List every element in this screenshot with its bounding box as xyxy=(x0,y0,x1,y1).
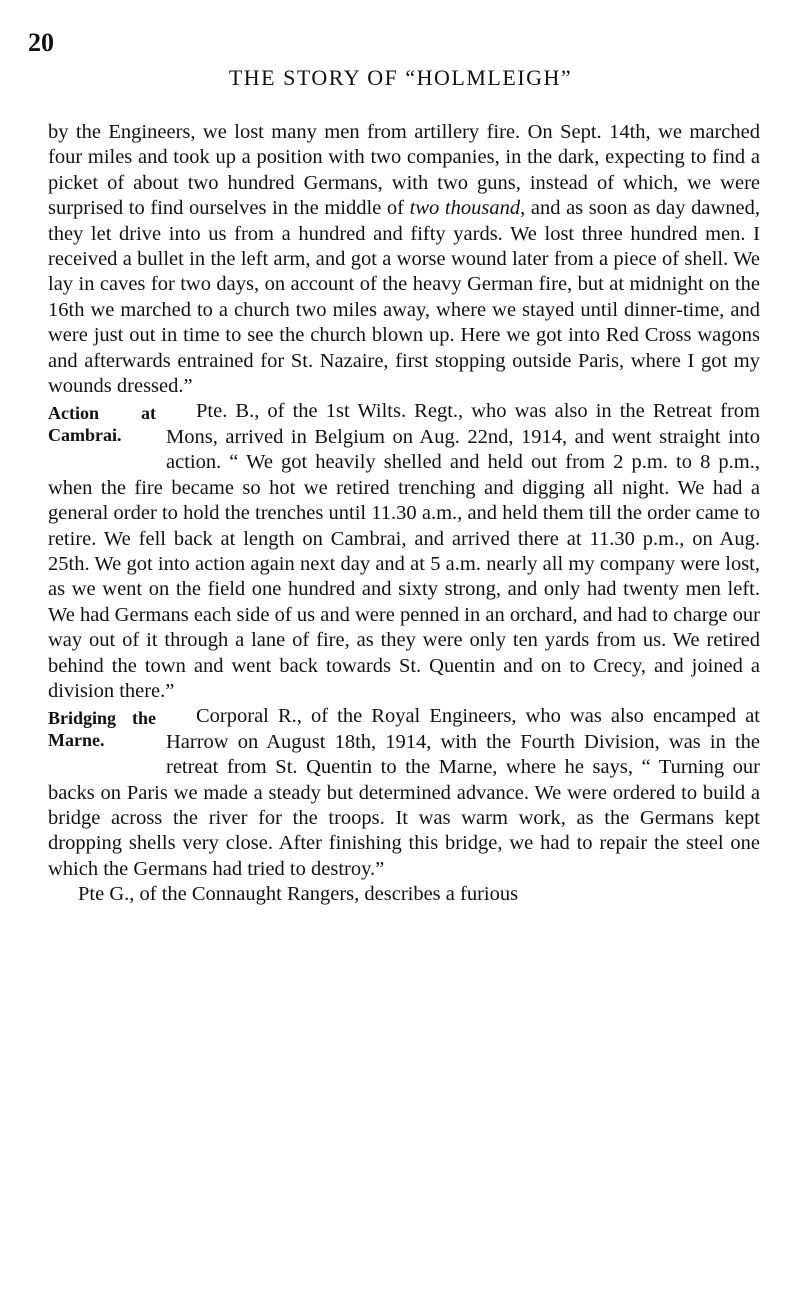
paragraph-text: Pte G., of the Connaught Rangers, describes a furious xyxy=(78,883,519,906)
paragraph xyxy=(48,120,760,399)
paragraph xyxy=(48,704,760,882)
margin-note-action-at-cambrai: Action at Cambrai. xyxy=(48,403,156,446)
page-number: 20 xyxy=(28,28,54,57)
margin-note-bridging-the-marne: Bridging the Marne. xyxy=(48,708,156,751)
body-text xyxy=(48,120,760,908)
paragraph-text: by the Engineers, we lost many men from artillery fire. On Sept. 14th, we marched four miles and took up a position with two companies, in the dark, expecting to find a picket of about two hundred Germans, with two guns, instead of which, we were surprised to find ourselves in the middle of xyxy=(48,121,760,220)
paragraph xyxy=(48,882,760,907)
paragraph-text: Corporal R., of the Royal Engineers, who was also encamped at Harrow on August 18th, 1914, with the Fourth Division, was in the retreat from St. Quentin to the Marne, where he says, “ Turning our backs on Paris we made a steady but determined advance. We were ordered to build a bridge across the river for the troops. It was warm work, as the Germans kept dropping shells very close. After finishing this bridge, we had to repair the steel one which the Germans had tried to destroy.” xyxy=(48,705,760,880)
paragraph-text: Pte. B., of the 1st Wilts. Regt., who was also in the Retreat from Mons, arrived in Belgium on Aug. 22nd, 1914, and went straight into action. “ We got heavily shelled and held out from 2 p.m. to 8 p.m., when the fire became so hot we retired trenching and digging all night. We had a general order to hold the trenches until 11.30 a.m., and held them till the order came to retire. We fell back at length on Cambrai, and arrived there at 11.30 p.m., on Aug. 25th. We got into action again next day and at 5 a.m. nearly all my company were lost, as we went on the field one hundred and sixty strong, and only had twenty men left. We had Germans each side of us and were penned in an orchard, and had to charge our way out of it through a lane of fire, as they were only ten yards from us. We retired behind the town and went back towards St. Quentin and on to Crecy, and joined a division there.” xyxy=(48,400,760,702)
running-head: THE STORY OF “HOLMLEIGH” xyxy=(228,65,573,90)
paragraph xyxy=(48,399,760,704)
paragraph-text: , and as soon as day dawned, they let drive into us from a hundred and fifty yards. We lost three hundred men. I received a bullet in the left arm, and got a worse wound later from a piece of shell. We lay in caves for two days, on account of the heavy German fire, but at midnight on the 16th we marched to a church two miles away, where we stayed until dinner-time, and were just out in time to see the church blown up. Here we got into Red Cross wagons and afterwards entrained for St. Nazaire, first stopping outside Paris, where I got my wounds dressed.” xyxy=(48,197,760,398)
emphasized-text: two thousand xyxy=(409,197,521,220)
